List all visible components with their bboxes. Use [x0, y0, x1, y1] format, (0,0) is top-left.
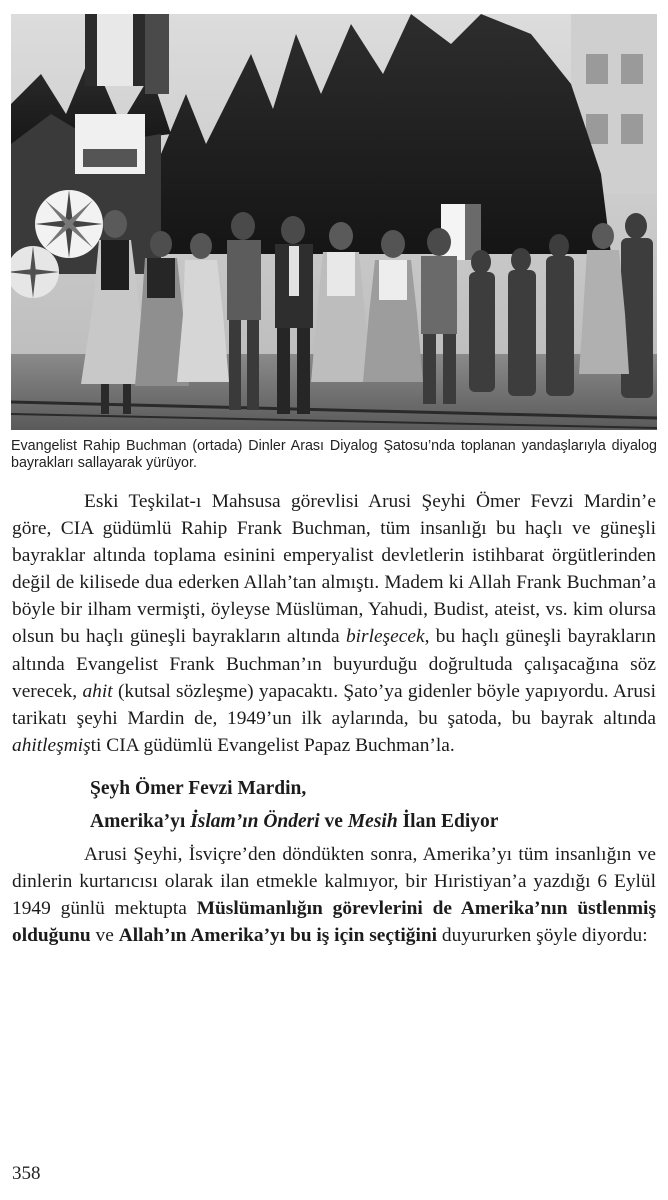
- paragraph-1-text-2: , bu haçlı güneşli bayrakların altında Evangelist Frank Buchman’ın buyurduğu doğrultuda çalışacağına söz verecek,: [12, 626, 656, 702]
- heading-2-part-1: Amerika’yı: [90, 810, 191, 832]
- section-heading-line-1: Şeyh Ömer Fevzi Mardin,: [90, 777, 307, 799]
- heading-2-italic-2: Mesih: [347, 810, 398, 832]
- heading-2-part-3: İlan Ediyor: [397, 810, 499, 832]
- paragraph-1-text-4: ti CIA güdümlü Evangelist Papaz Buchman’la.: [90, 734, 455, 756]
- body-text: [12, 488, 656, 949]
- parade-photograph: [11, 14, 657, 430]
- paragraph-2: [12, 841, 656, 949]
- paragraph-2-text-3: duyururken şöyle diyordu:: [437, 925, 648, 947]
- paragraph-1-text-1: Eski Teşkilat-ı Mahsusa görevlisi Arusi Şeyhi Ömer Fevzi Mardin’e göre, CIA güdümlü Rahip Frank Buchman, tüm insanlığı bu haçlı ve güneşli bayraklar altında toplama esinini emperyalist devletlerin istihbarat örgütlerinden değil de kilisede dua ederken Allah’tan almıştı. Madem ki Allah Frank Buchman’a böyle bir ilham vermişti, öyleyse Müslüman, Yahudi, Budist, ateist, vs. kim olursa olsun bu haçlı güneşli bayrakların altında: [12, 491, 656, 648]
- parade-photograph-icon: [11, 14, 657, 430]
- paragraph-1: [12, 488, 656, 759]
- section-heading-line-2: [12, 807, 656, 837]
- paragraph-2-text-2: ve: [90, 925, 119, 947]
- paragraph-2-bold-1: Müslümanlığın görevlerini de Amerika’nın üstlenmiş olduğunu: [12, 898, 656, 947]
- paragraph-1-italic-3: ahitleşmiş: [12, 734, 91, 756]
- paragraph-2-text-1: Arusi Şeyhi, İsviçre’den döndükten sonra, Amerika’yı tüm insanlığın ve dinlerin kurtarıcısı olarak ilan etmekle kalmıyor, bir Hıristiyan’a yazdığı 6 Eylül 1949 günlü mektupta: [12, 843, 656, 920]
- paragraph-2-bold-2: Allah’ın Amerika’yı bu iş için seçtiğini: [118, 925, 438, 947]
- heading-2-part-2: ve: [319, 810, 348, 832]
- paragraph-1-italic-2: ahit: [82, 680, 113, 702]
- page-number: 358: [12, 1163, 41, 1184]
- paragraph-1-italic-1: birleşecek: [345, 626, 425, 648]
- paragraph-1-text-3: (kutsal sözleşme) yapacaktı. Şato’ya gidenler böyle yapıyordu. Arusi tarikatı şeyhi Mardin de, 1949’un ilk aylarında, bu şatoda, bu bayrak altında: [12, 680, 656, 729]
- photo-caption: Evangelist Rahip Buchman (ortada) Dinler Arası Diyalog Şatosu’nda toplanan yandaşlarıyla diyalog bayrakları sallayarak yürüyor.: [11, 438, 657, 471]
- heading-2-italic-1: İslam’ın Önderi: [190, 810, 320, 832]
